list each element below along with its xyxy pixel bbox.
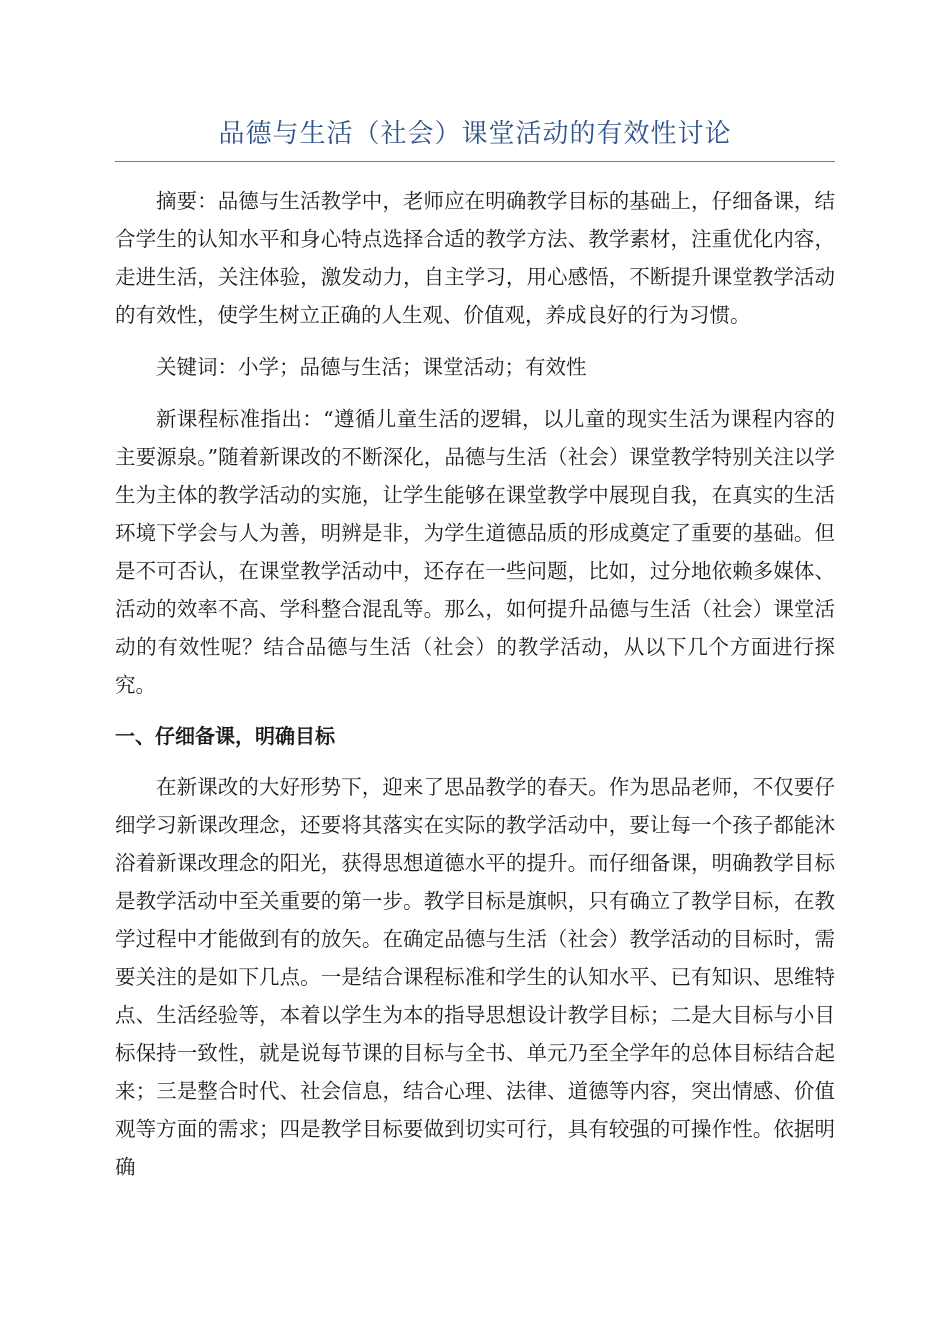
section-paragraph: 在新课改的大好形势下，迎来了思品教学的春天。作为思品老师，不仅要仔细学习新课改理念，还要将其落实在实际的教学活动中，要让每一个孩子都能沐浴着新课改理念的阳光，获得思想道德水平的提升。而仔细备课，明确教学目标是教学活动中至关重要的第一步。教学目标是旗帜，只有确立了教学目标，在教学过程中才能做到有的放矢。在确定品德与生活（社会）教学活动的目标时，需要关注的是如下几点。一是结合课程标准和学生的认知水平、已有知识、思维特点、生活经验等，本着以学生为本的指导思想设计教学目标；二是大目标与小目标保持一致性，就是说每节课的目标与全书、单元乃至全学年的总体目标结合起来；三是整合时代、社会信息，结合心理、法律、道德等内容，突出情感、价值观等方面的需求；四是教学目标要做到切实可行，具有较强的可操作性。依据明确 <box>115 775 835 1179</box>
abstract-paragraph: 摘要：品德与生活教学中，老师应在明确教学目标的基础上，仔细备课，结合学生的认知水平和身心特点选择合适的教学方法、教学素材，注重优化内容，走进生活，关注体验，激发动力，自主学习，用心感悟，不断提升课堂教学活动的有效性，使学生树立正确的人生观、价值观，养成良好的行为习惯。 <box>115 189 835 327</box>
title-underline <box>115 161 835 162</box>
document-title: 品德与生活（社会）课堂活动的有效性讨论 <box>218 119 732 149</box>
section-heading: 一、仔细备课，明确目标 <box>115 724 335 748</box>
document-page <box>115 105 835 1186</box>
keywords-paragraph: 关键词：小学；品德与生活；课堂活动；有效性 <box>156 355 587 379</box>
intro-paragraph: 新课程标准指出：“遵循儿童生活的逻辑，以儿童的现实生活为课程内容的主要源泉。”随着新课改的不断深化，品德与生活（社会）课堂教学特别关注以学生为主体的教学活动的实施，让学生能够在课堂教学中展现自我，在真实的生活环境下学会与人为善，明辨是非，为学生道德品质的形成奠定了重要的基础。但是不可否认，在课堂教学活动中，还存在一些问题，比如，过分地依赖多媒体、活动的效率不高、学科整合混乱等。那么，如何提升品德与生活（社会）课堂活动的有效性呢？结合品德与生活（社会）的教学活动，从以下几个方面进行探究。 <box>115 407 835 697</box>
